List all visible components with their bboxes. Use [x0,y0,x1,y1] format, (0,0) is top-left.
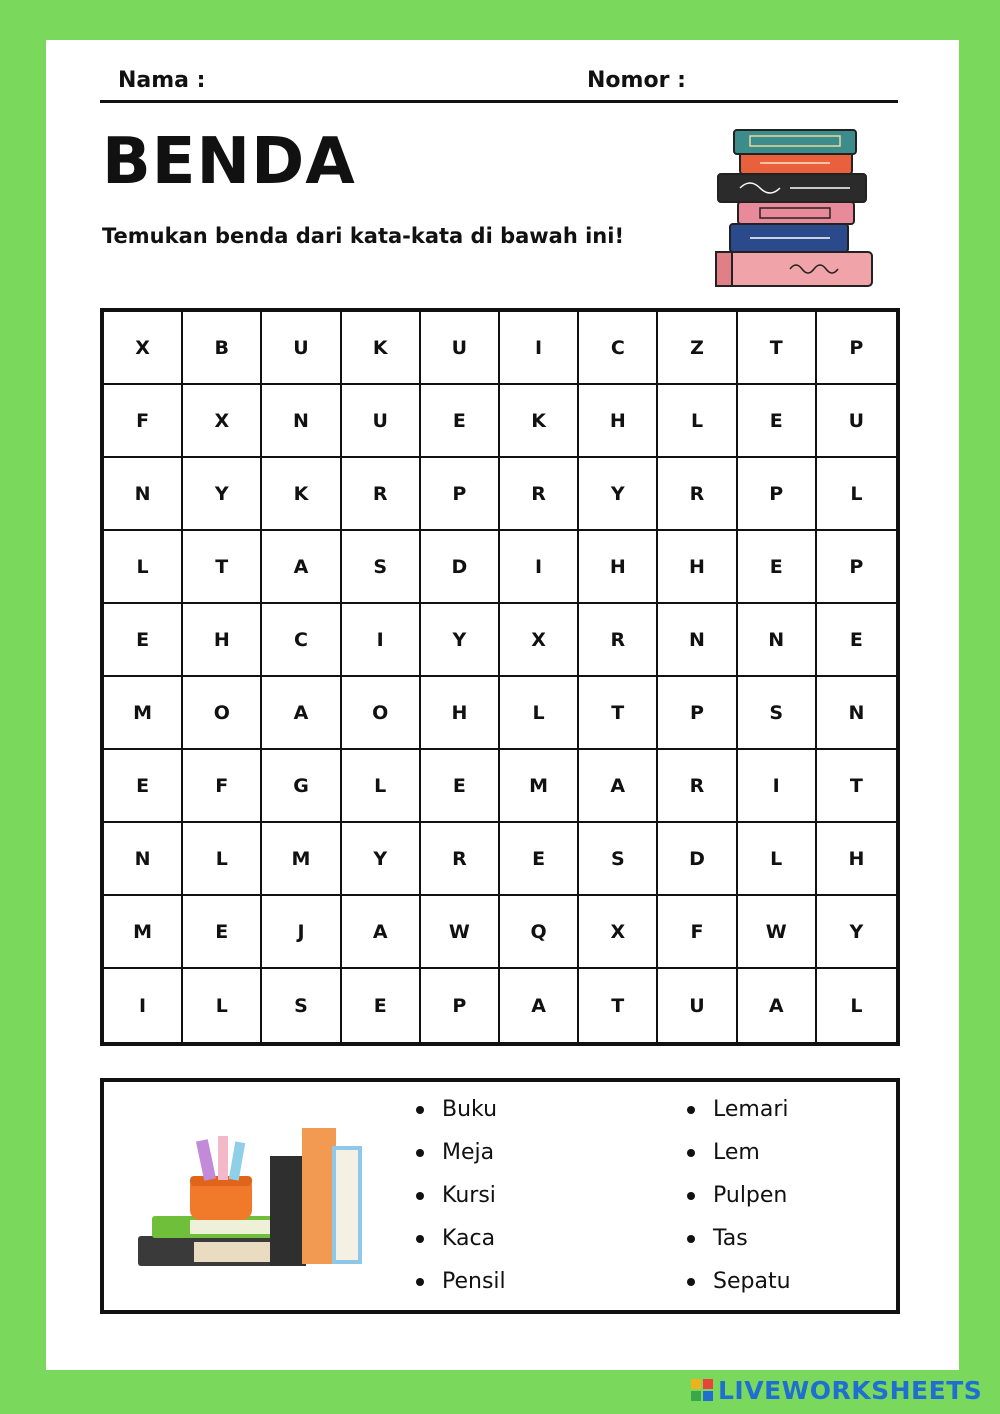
grid-cell[interactable]: O [342,677,421,750]
grid-cell[interactable]: E [738,531,817,604]
grid-cell[interactable]: U [817,385,896,458]
grid-cell[interactable]: E [104,604,183,677]
grid-cell[interactable]: E [500,823,579,896]
grid-cell[interactable]: S [738,677,817,750]
grid-cell[interactable]: R [421,823,500,896]
grid-cell[interactable]: B [183,312,262,385]
grid-cell[interactable]: H [183,604,262,677]
word-item: Meja [414,1131,506,1174]
student-info-line [100,66,898,103]
grid-cell[interactable]: R [500,458,579,531]
grid-cell[interactable]: M [104,677,183,750]
grid-cell[interactable]: J [262,896,341,969]
grid-cell[interactable]: K [342,312,421,385]
grid-cell[interactable]: T [579,677,658,750]
grid-cell[interactable]: N [104,458,183,531]
grid-cell[interactable]: P [658,677,737,750]
instruction-text: Temukan benda dari kata-kata di bawah ini! [102,224,625,248]
grid-cell[interactable]: L [342,750,421,823]
book-stack-illustration [710,126,880,294]
grid-cell[interactable]: F [658,896,737,969]
grid-cell[interactable]: E [104,750,183,823]
grid-cell[interactable]: U [342,385,421,458]
grid-cell[interactable]: N [262,385,341,458]
grid-cell[interactable]: I [738,750,817,823]
grid-cell[interactable]: I [500,531,579,604]
number-label: Nomor : [587,68,686,93]
grid-cell[interactable]: E [421,385,500,458]
grid-cell[interactable]: A [342,896,421,969]
grid-cell[interactable]: X [183,385,262,458]
grid-cell[interactable]: A [262,677,341,750]
grid-cell[interactable]: H [421,677,500,750]
grid-cell[interactable]: K [262,458,341,531]
word-item: Kursi [414,1174,506,1217]
grid-cell[interactable]: Z [658,312,737,385]
page-title: BENDA [102,125,356,199]
grid-cell[interactable]: Y [817,896,896,969]
grid-cell[interactable]: L [183,823,262,896]
grid-cell[interactable]: P [817,312,896,385]
word-list-left [414,1088,506,1303]
grid-cell[interactable]: L [104,531,183,604]
grid-cell[interactable]: F [183,750,262,823]
grid-cell[interactable]: I [500,312,579,385]
grid-cell[interactable]: S [342,531,421,604]
word-search-grid [100,308,900,1046]
word-item: Lem [685,1131,791,1174]
grid-cell[interactable]: E [183,896,262,969]
grid-cell[interactable]: H [579,531,658,604]
grid-cell[interactable]: M [104,896,183,969]
grid-cell[interactable]: N [658,604,737,677]
grid-cell[interactable]: W [421,896,500,969]
worksheet-page [46,40,959,1370]
name-label: Nama : [118,68,206,93]
grid-cell[interactable]: C [579,312,658,385]
grid-cell[interactable]: E [817,604,896,677]
word-item: Lemari [685,1088,791,1131]
grid-cell[interactable]: H [817,823,896,896]
grid-cell[interactable]: D [658,823,737,896]
grid-cell[interactable]: P [817,531,896,604]
grid-cell[interactable]: U [658,969,737,1042]
watermark-text: LIVEWORKSHEETS [718,1375,983,1405]
grid-cell[interactable]: X [500,604,579,677]
grid-cell[interactable]: G [262,750,341,823]
grid-cell[interactable]: Q [500,896,579,969]
grid-cell[interactable]: I [104,969,183,1042]
grid-cell[interactable]: U [262,312,341,385]
grid-cell[interactable]: F [104,385,183,458]
word-item: Pulpen [685,1174,791,1217]
grid-cell[interactable]: L [850,994,863,1017]
grid-cell[interactable]: T [183,531,262,604]
grid-cell[interactable]: N [104,823,183,896]
grid-cell[interactable]: Y [342,823,421,896]
grid-cell[interactable]: L [738,823,817,896]
word-list-box [100,1078,900,1314]
grid-cell[interactable]: R [658,750,737,823]
grid-cell[interactable]: X [104,312,183,385]
grid-cell[interactable]: N [817,677,896,750]
grid-cell[interactable]: E [421,750,500,823]
word-item: Kaca [414,1217,506,1260]
grid-cell[interactable]: U [421,312,500,385]
books-and-pencils-illustration [134,1116,370,1288]
grid-cell[interactable]: N [738,604,817,677]
grid-cell[interactable]: R [658,458,737,531]
grid-cell[interactable]: L [658,385,737,458]
grid-cell[interactable]: H [579,385,658,458]
grid-cell[interactable]: C [262,604,341,677]
grid-cell[interactable]: A [738,969,817,1042]
grid-cell[interactable]: L [817,458,896,531]
liveworksheets-logo [690,1374,982,1406]
grid-cell[interactable]: T [817,750,896,823]
grid-cell[interactable]: O [183,677,262,750]
grid-cell[interactable]: M [262,823,341,896]
grid-cell[interactable]: Y [579,458,658,531]
word-item: Pensil [414,1260,506,1303]
grid-cell[interactable]: D [421,531,500,604]
grid-cell[interactable]: A [579,750,658,823]
grid-cell[interactable]: S [579,823,658,896]
grid-cell[interactable]: T [738,312,817,385]
grid-cell[interactable]: P [738,458,817,531]
grid-cell[interactable]: R [579,604,658,677]
grid-cell[interactable]: R [342,458,421,531]
word-item: Tas [685,1217,791,1260]
grid-cell[interactable]: L [183,969,262,1042]
grid-cell[interactable]: I [342,604,421,677]
grid-cell[interactable]: E [738,385,817,458]
grid-cell[interactable]: T [579,969,658,1042]
word-list-right [685,1088,791,1303]
liveworksheets-icon [690,1378,714,1402]
grid-cell[interactable]: S [262,969,341,1042]
grid-cell[interactable]: Y [421,604,500,677]
grid-cell[interactable]: H [658,531,737,604]
grid-cell[interactable]: K [500,385,579,458]
word-item: Sepatu [685,1260,791,1303]
grid-cell[interactable]: Y [183,458,262,531]
grid-cell[interactable]: X [579,896,658,969]
word-item: Buku [414,1088,506,1131]
grid-cell[interactable]: P [421,969,500,1042]
grid-cell[interactable]: W [738,896,817,969]
grid-cell[interactable]: L [500,677,579,750]
grid-cell[interactable]: M [500,750,579,823]
grid-cell[interactable]: E [342,969,421,1042]
grid-cell[interactable]: A [262,531,341,604]
grid-cell[interactable]: A [500,969,579,1042]
grid-cell[interactable]: P [421,458,500,531]
